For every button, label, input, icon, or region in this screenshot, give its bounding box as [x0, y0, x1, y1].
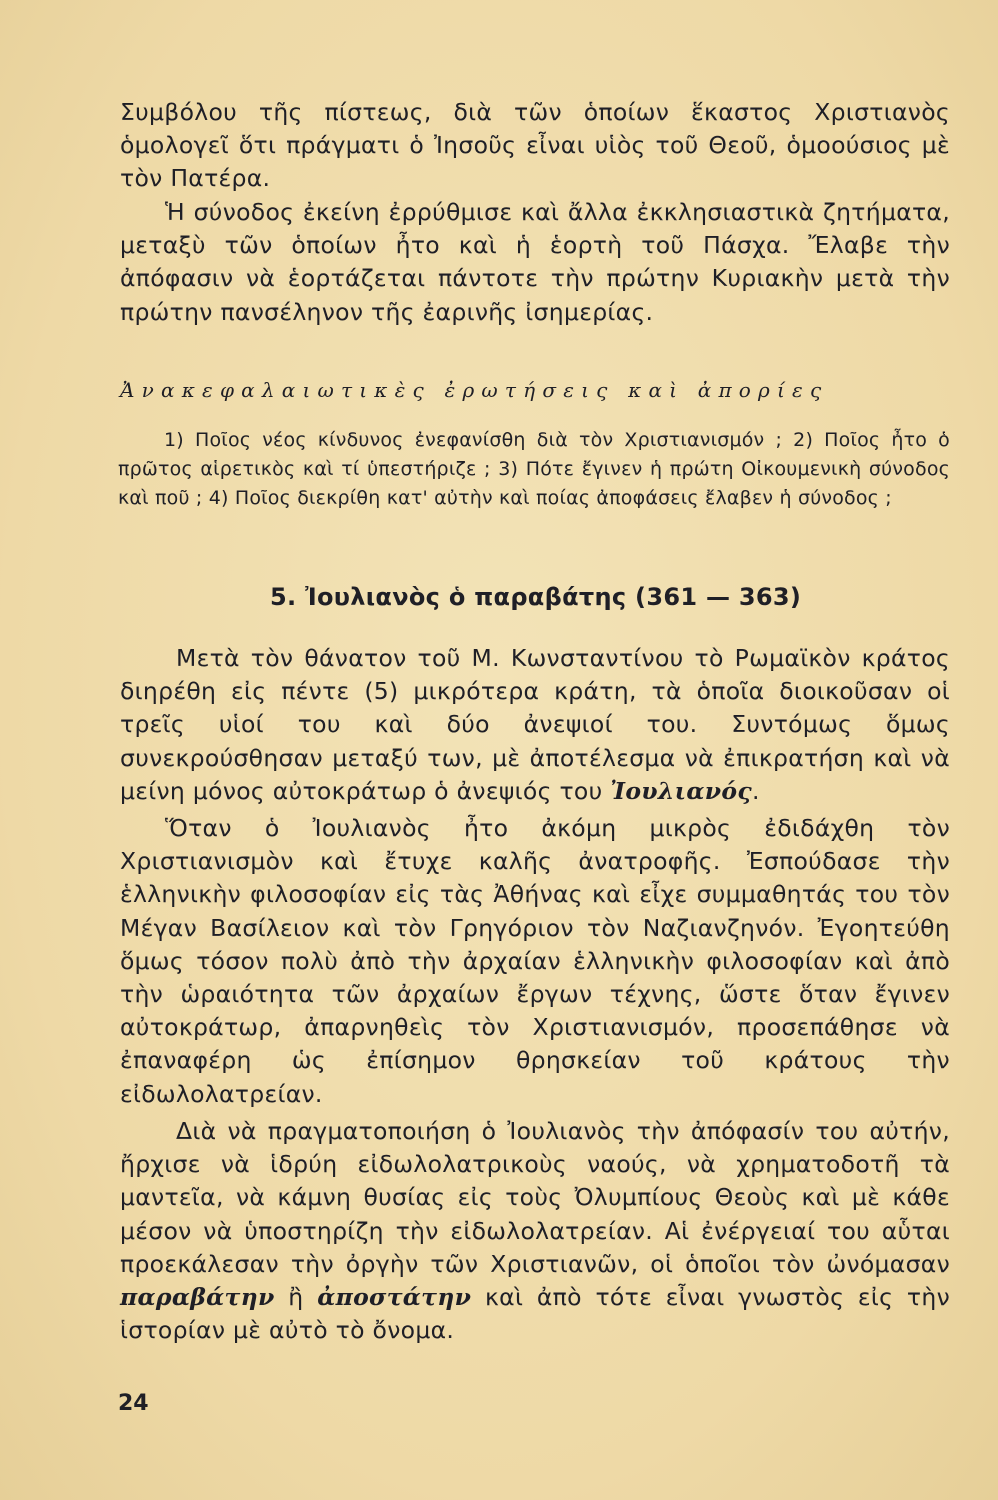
conjunction-or: ἢ	[288, 1283, 304, 1312]
page-number: 24	[118, 1391, 149, 1416]
emphasis-apostatis: ἀποστάτην	[317, 1283, 472, 1312]
paragraph-council: Ἡ σύνοδος ἐκείνη ἐρρύθμισε καὶ ἄλλα ἐκκλησιαστικὰ ζητήματα, μεταξὺ τῶν ὁποίων ἦτο καὶ ἡ ἑορτὴ τοῦ Πάσχα. Ἔλαβε τὴν ἀπόφασιν νὰ ἑορτάζεται πάντοτε τὴν πρώτην Κυριακὴν μετὰ τὴν πρώτην πανσέληνον τῆς ἐαρινῆς ἰσημερίας.	[120, 198, 950, 326]
paragraph-actions-text: Διὰ νὰ πραγματοποιήση ὁ Ἰουλιανὸς τὴν ἀπόφασίν του αὐτήν, ἤρχισε νὰ ἱδρύη εἰδωλολατρικοὺς ναούς, νὰ χρηματοδοτῆ τὰ μαντεῖα, νὰ κάμνη θυσίας εἰς τοὺς Ὀλυμπίους Θεοὺς καὶ μὲ κάθε μέσον νὰ ὑποστηρίζη τὴν εἰδωλολατρείαν. Αἱ ἐνέργειαί του αὗται προεκάλεσαν τὴν ὀργὴν τῶν Χριστιανῶν, οἱ ὁποῖοι τὸν ὠνόμασαν	[120, 1117, 950, 1278]
paragraph-division-text: Μετὰ τὸν θάνατον τοῦ Μ. Κωνσταντίνου τὸ Ρωμαϊκὸν κράτος διηρέθη εἰς πέντε (5) μικρότερα κράτη, τὰ ὁποῖα διοικοῦσαν οἱ τρεῖς υἱοί του καὶ δύο ἀνεψιοί του. Συντόμως ὅμως συνεκρούσθησαν μεταξύ των, μὲ ἀποτέλεσμα νὰ ἐπικρατήση καὶ νὰ μείνη μόνος αὐτοκράτωρ ὁ ἀνεψιός του	[120, 644, 950, 805]
emphasis-julian: Ἰουλιανός	[610, 776, 752, 805]
paragraph-creed: Συμβόλου τῆς πίστεως, διὰ τῶν ὁποίων ἕκαστος Χριστιανὸς ὁμολογεῖ ὅτι πράγματι ὁ Ἰησοῦς εἶναι υἱὸς τοῦ Θεοῦ, ὁμοούσιος μὲ τὸν Πατέρα.	[120, 98, 950, 193]
paragraph-julian-actions	[120, 1115, 950, 1347]
review-heading: Ἀνακεφαλαιωτικὲς ἐρωτήσεις καὶ ἀπορίες	[120, 378, 829, 402]
paragraph-julian-youth: Ὅταν ὁ Ἰουλιανὸς ἦτο ἀκόμη μικρὸς ἐδιδάχθη τὸν Χριστιανισμὸν καὶ ἔτυχε καλῆς ἀνατροφῆς. Ἐσπούδασε τὴν ἑλληνικὴν φιλοσοφίαν εἰς τὰς Ἀθήνας καὶ εἶχε συμμαθητάς του τὸν Μέγαν Βασίλειον καὶ τὸν Γρηγόριον τὸν Ναζιανζηνόν. Ἐγοητεύθη ὅμως τόσον πολὺ ἀπὸ τὴν ἀρχαίαν ἑλληνικὴν φιλοσοφίαν καὶ ἀπὸ τὴν ὡραιότητα τῶν ἀρχαίων ἔργων τέχνης, ὥστε ὅταν ἔγινεν αὐτοκράτωρ, ἀπαρνηθεὶς τὸν Χριστιανισμόν, προσεπάθησε νὰ ἐπαναφέρη ὡς ἐπίσημον θρησκείαν τοῦ κράτους τὴν εἰδωλολατρείαν.	[120, 814, 950, 1108]
paragraph-actions-end: καὶ ἀπὸ τότε εἶναι γνωστὸς εἰς τὴν ἱστορίαν μὲ αὐτὸ τὸ ὄνομα.	[120, 1283, 950, 1345]
section-title: 5. Ἰουλιανὸς ὁ παραβάτης (361 — 363)	[270, 583, 802, 611]
paragraph-division-end: .	[751, 776, 760, 805]
emphasis-paravatis: παραβάτην	[120, 1283, 275, 1312]
paragraph-division	[120, 642, 950, 808]
review-questions: 1) Ποῖος νέος κίνδυνος ἐνεφανίσθη διὰ τὸν Χριστιανισμόν ; 2) Ποῖος ἦτο ὁ πρῶτος αἱρετικὸς καὶ τί ὑπεστήριζε ; 3) Πότε ἔγινεν ἡ πρώτη Οἰκουμενικὴ σύνοδος καὶ ποῦ ; 4) Ποῖος διεκρίθη κατ' αὐτὴν καὶ ποίας ἀποφάσεις ἔλαβεν ἡ σύνοδος ;	[118, 429, 950, 509]
